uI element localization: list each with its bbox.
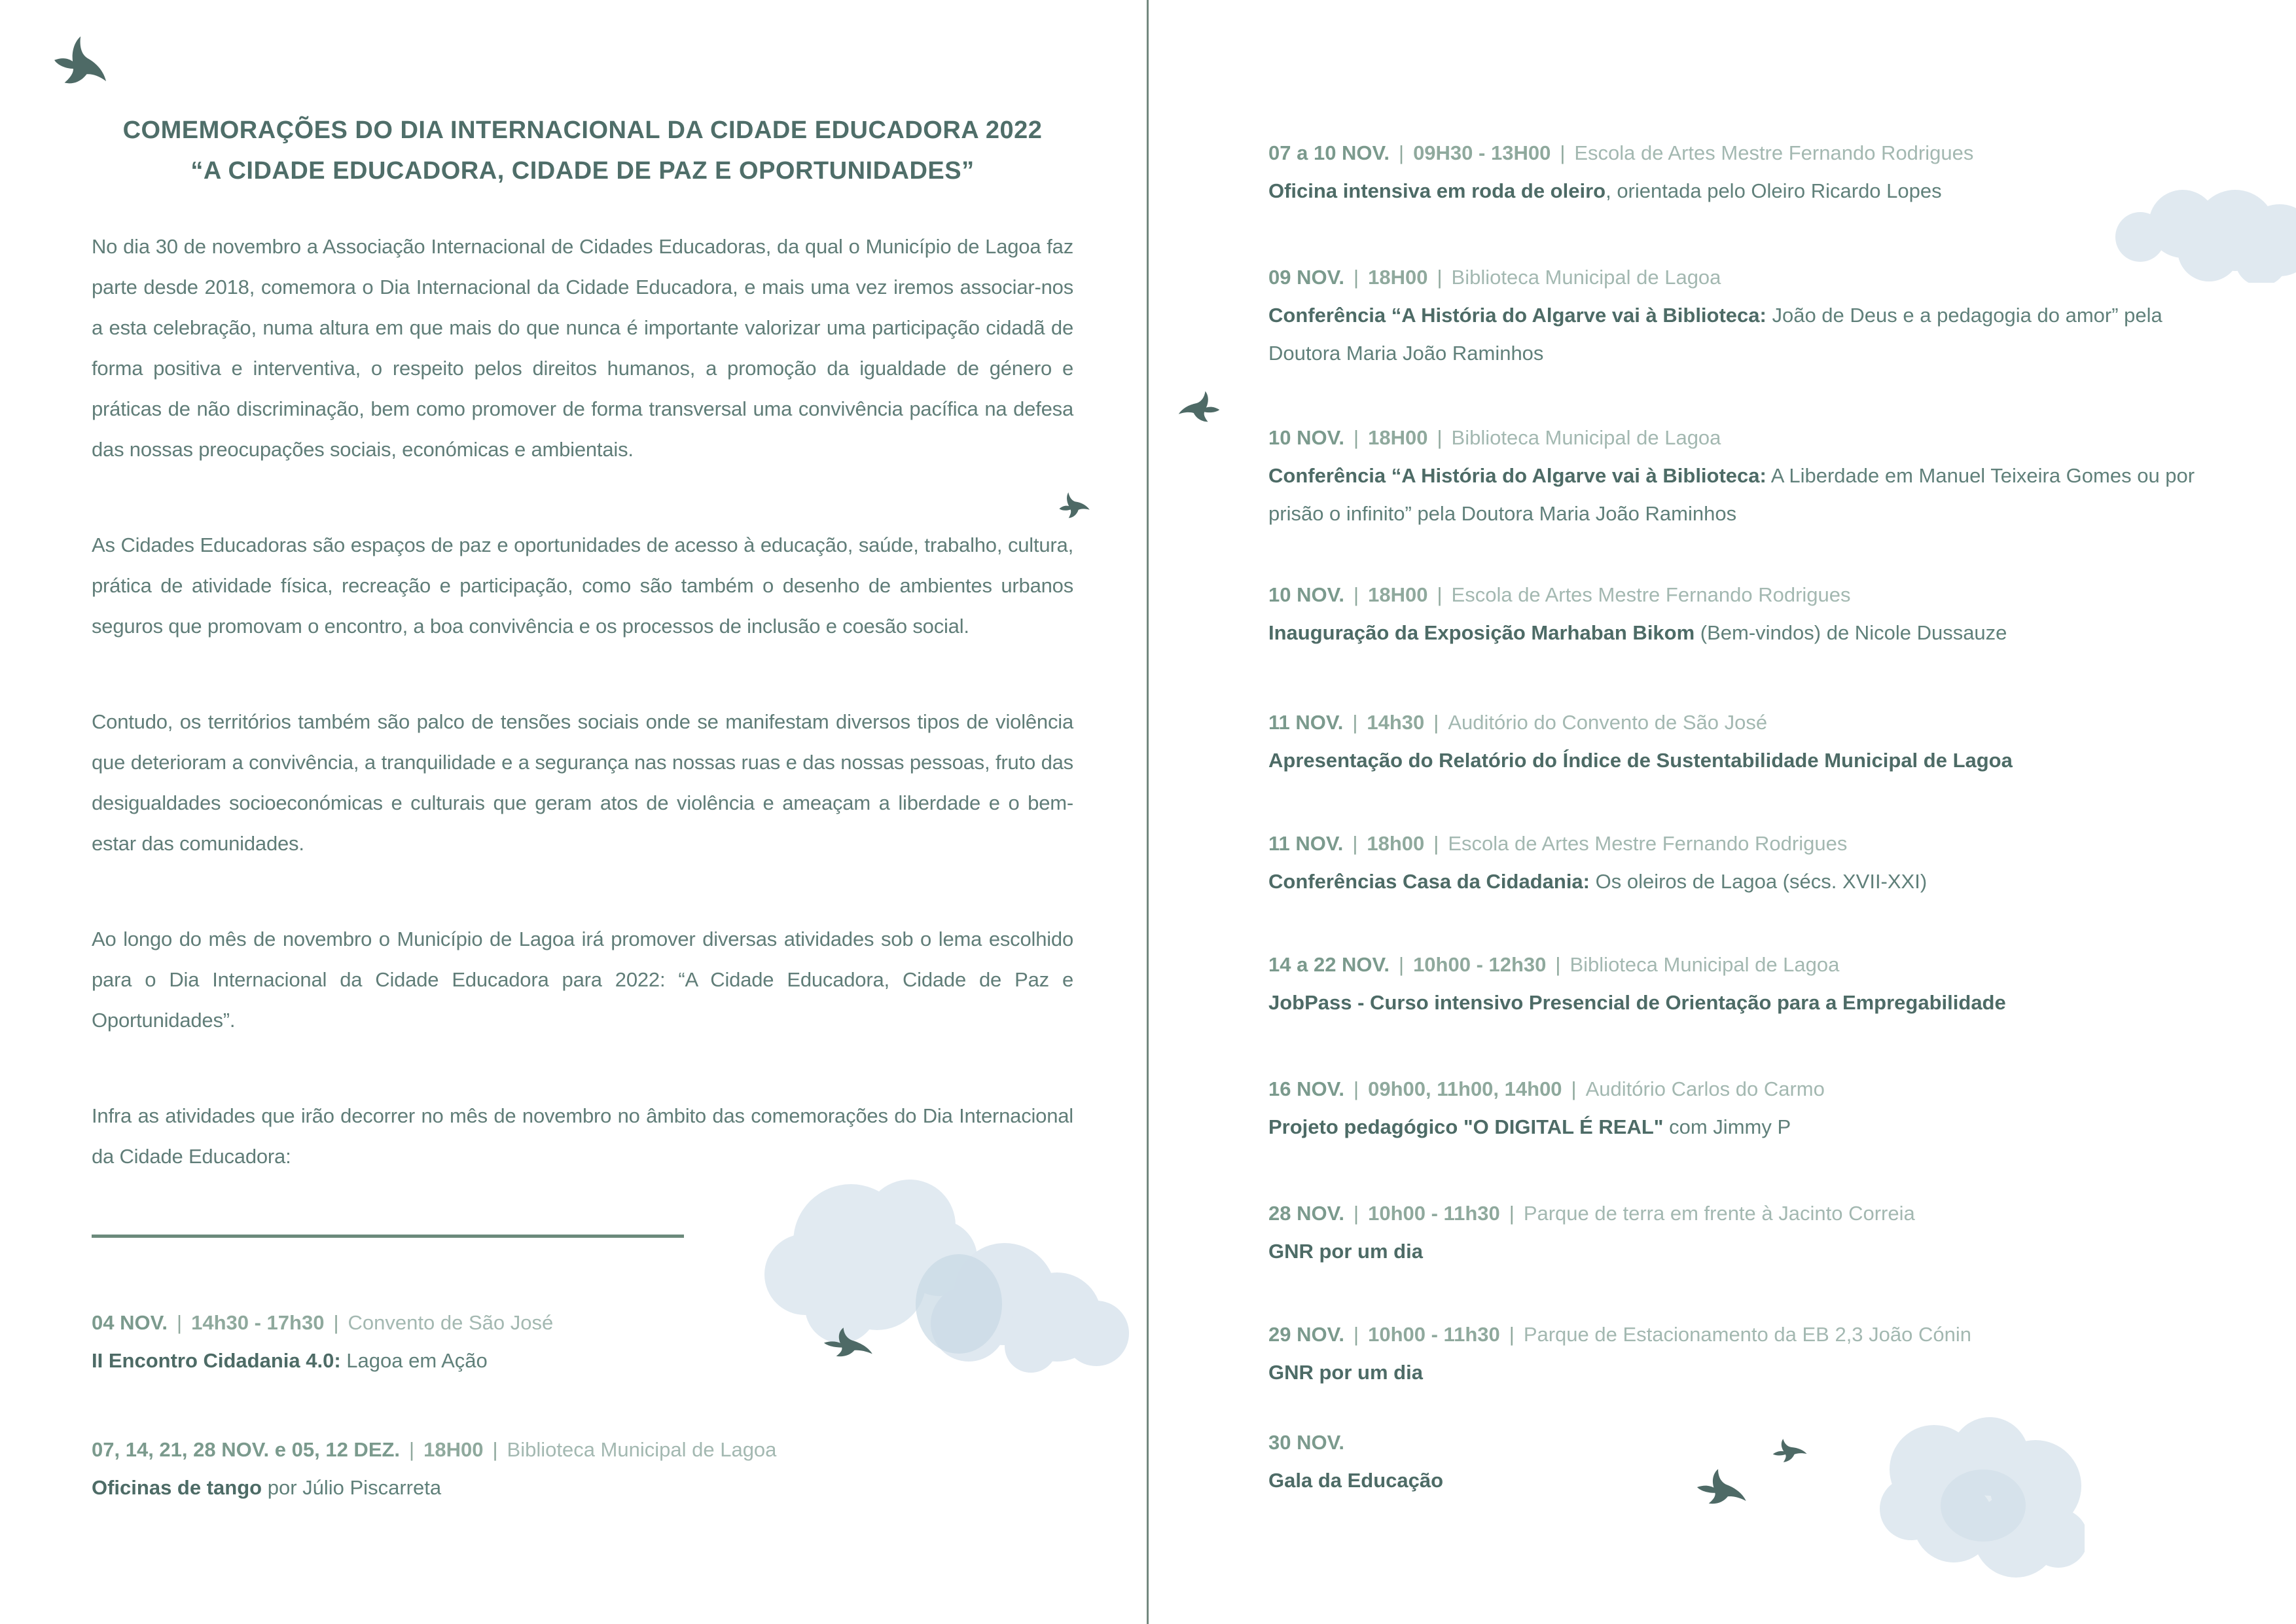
- event-location: Auditório do Convento de São José: [1448, 711, 1768, 734]
- event-time: 09H30 - 13H00: [1413, 141, 1551, 164]
- event-item: [1268, 134, 2231, 210]
- event-title: II Encontro Cidadania 4.0:: [92, 1349, 341, 1372]
- page-title-line1: COMEMORAÇÕES DO DIA INTERNACIONAL DA CIDADE EDUCADORA 2022: [122, 117, 1043, 144]
- event-subtitle: João de Deus e a pedagogia do amor” pela Doutora Maria João Raminhos: [1268, 304, 2162, 365]
- separator: |: [1433, 711, 1439, 734]
- event-date: 28 NOV.: [1268, 1202, 1345, 1225]
- event-item: [1268, 1316, 2231, 1392]
- event-item: [1268, 419, 2231, 533]
- event-date: 30 NOV.: [1268, 1431, 1345, 1454]
- event-subtitle: Os oleiros de Lagoa (sécs. XVII-XXI): [1590, 870, 1928, 893]
- event-location: Auditório Carlos do Carmo: [1585, 1077, 1825, 1100]
- intro-paragraph: No dia 30 de novembro a Associação Internacional de Cidades Educadoras, da qual o Município de Lagoa faz parte desde 2018, comemora o Dia Internacional da Cidade Educadora, e mais uma vez iremos associar-nos a esta celebração, numa altura em que mais do que nunca é importante valorizar uma participação cidadã de forma positiva e interventiva, o respeito pelos direitos humanos, a promoção da igualdade de género e práticas de não discriminação, bem como promover de forma transversal uma convivência pacífica na defesa das nossas preocupações sociais, económicas e ambientais.: [92, 235, 1073, 461]
- bird-icon: [1177, 390, 1221, 423]
- event-item: [1268, 1424, 2231, 1500]
- event-date: 10 NOV.: [1268, 583, 1345, 606]
- event-description: [1268, 863, 2231, 901]
- event-date: 07, 14, 21, 28 NOV. e 05, 12 DEZ.: [92, 1438, 401, 1461]
- event-time: 10h00 - 11h30: [1368, 1323, 1500, 1346]
- event-date: 04 NOV.: [92, 1311, 168, 1334]
- separator: |: [177, 1311, 183, 1334]
- event-time: 10h00 - 12h30: [1413, 953, 1547, 976]
- event-description: [1268, 742, 2231, 780]
- event-title: Conferência “A História do Algarve vai à Biblioteca:: [1268, 464, 1767, 487]
- event-date: 09 NOV.: [1268, 266, 1345, 289]
- event-subtitle: A Liberdade em Manuel Teixeira Gomes ou por prisão o infinito” pela Doutora Maria João Raminhos: [1268, 464, 2195, 525]
- event-header: [1268, 946, 2231, 984]
- separator: |: [409, 1438, 415, 1461]
- event-subtitle: , orientada pelo Oleiro Ricardo Lopes: [1605, 179, 1942, 202]
- event-title: GNR por um dia: [1268, 1361, 1423, 1384]
- separator: |: [1433, 832, 1439, 855]
- separator: |: [1560, 141, 1566, 164]
- event-subtitle: por Júlio Piscarreta: [262, 1476, 442, 1499]
- separator: |: [1509, 1202, 1515, 1225]
- event-location: Escola de Artes Mestre Fernando Rodrigues: [1451, 583, 1851, 606]
- event-header: [92, 1304, 1080, 1342]
- event-header: [1268, 1195, 2231, 1233]
- intro-paragraph: As Cidades Educadoras são espaços de paz e oportunidades de acesso à educação, saúde, trabalho, cultura, prática de atividade física, recreação e participação, como são também o desenho de ambientes urbanos seguros que promovam o encontro, a boa convivência e os processos de inclusão e coesão social.: [92, 533, 1073, 638]
- event-header: [92, 1431, 1080, 1469]
- event-title: Oficina intensiva em roda de oleiro: [1268, 179, 1606, 202]
- event-description: [1268, 1354, 2231, 1392]
- event-date: 07 a 10 NOV.: [1268, 141, 1390, 164]
- event-time: 10h00 - 11h30: [1368, 1202, 1500, 1225]
- event-date: 10 NOV.: [1268, 426, 1345, 449]
- page-title-line2: “A CIDADE EDUCADORA, CIDADE DE PAZ E OPORTUNIDADES”: [190, 157, 975, 185]
- event-time: 18h00: [1367, 832, 1425, 855]
- event-location: Biblioteca Municipal de Lagoa: [1570, 953, 1840, 976]
- event-date: 11 NOV.: [1268, 711, 1344, 734]
- event-description: [1268, 172, 2231, 210]
- event-subtitle: Lagoa em Ação: [340, 1349, 488, 1372]
- event-item: [1268, 1070, 2231, 1146]
- event-item: [1268, 1195, 2231, 1271]
- event-description: [1268, 1108, 2231, 1146]
- event-header: [1268, 419, 2231, 457]
- event-header: [1268, 704, 2231, 742]
- event-item: [1268, 704, 2231, 780]
- section-divider: [92, 1235, 684, 1238]
- event-title: Apresentação do Relatório do Índice de Sustentabilidade Municipal de Lagoa: [1268, 749, 2013, 772]
- event-description: [92, 1469, 1080, 1507]
- separator: |: [492, 1438, 498, 1461]
- event-location: Biblioteca Municipal de Lagoa: [1451, 426, 1721, 449]
- event-header: [1268, 1424, 2231, 1462]
- event-location: Biblioteca Municipal de Lagoa: [507, 1438, 777, 1461]
- event-header: [1268, 259, 2231, 297]
- event-header: [1268, 825, 2231, 863]
- event-header: [1268, 1316, 2231, 1354]
- event-item: [92, 1431, 1080, 1507]
- separator: |: [1509, 1323, 1515, 1346]
- event-item: [1268, 576, 2231, 652]
- event-date: 11 NOV.: [1268, 832, 1344, 855]
- event-header: [1268, 1070, 2231, 1108]
- event-title: Conferências Casa da Cidadania:: [1268, 870, 1590, 893]
- event-location: Parque de Estacionamento da EB 2,3 João Cónin: [1523, 1323, 1971, 1346]
- event-time: 18H00: [1368, 426, 1428, 449]
- separator: |: [1352, 711, 1358, 734]
- separator: |: [1399, 141, 1405, 164]
- event-title: Conferência “A História do Algarve vai à Biblioteca:: [1268, 304, 1767, 327]
- intro-text: [92, 226, 1073, 1232]
- separator: |: [1354, 1323, 1359, 1346]
- event-item: [1268, 825, 2231, 901]
- separator: |: [1437, 266, 1443, 289]
- event-title: Oficinas de tango: [92, 1476, 262, 1499]
- column-divider: [1147, 0, 1149, 1624]
- event-time: 18H00: [1368, 583, 1428, 606]
- separator: |: [1354, 266, 1359, 289]
- event-time: 09h00, 11h00, 14h00: [1368, 1077, 1562, 1100]
- event-location: Convento de São José: [348, 1311, 554, 1334]
- event-title: JobPass - Curso intensivo Presencial de Orientação para a Empregabilidade: [1268, 991, 2006, 1014]
- event-time: 18H00: [423, 1438, 484, 1461]
- event-subtitle: (Bem-vindos) de Nicole Dussauze: [1695, 621, 2007, 644]
- separator: |: [1354, 583, 1359, 606]
- event-description: [1268, 457, 2231, 533]
- event-date: 16 NOV.: [1268, 1077, 1345, 1100]
- intro-paragraph: Contudo, os territórios também são palco de tensões sociais onde se manifestam diversos tipos de violência que deterioram a convivência, a tranquilidade e a segurança nas nossas ruas e das nossas pessoas, fruto das desigualdades socioeconómicas e culturais que geram atos de violência e ameaçam a liberdade e o bem-estar das comunidades.: [92, 710, 1073, 855]
- event-header: [1268, 576, 2231, 614]
- separator: |: [1555, 953, 1561, 976]
- bird-icon: [46, 29, 118, 95]
- event-description: [1268, 984, 2231, 1022]
- separator: |: [1437, 583, 1443, 606]
- event-date: 29 NOV.: [1268, 1323, 1345, 1346]
- event-title: Projeto pedagógico "O DIGITAL É REAL": [1268, 1115, 1664, 1138]
- event-item: [1268, 259, 2231, 372]
- event-time: 18H00: [1368, 266, 1428, 289]
- event-time: 14h30: [1367, 711, 1425, 734]
- event-header: [1268, 134, 2231, 172]
- separator: |: [1354, 1077, 1359, 1100]
- event-description: [92, 1342, 1080, 1380]
- page-title: [92, 110, 1073, 191]
- event-title: Gala da Educação: [1268, 1469, 1444, 1492]
- event-subtitle: com Jimmy P: [1663, 1115, 1791, 1138]
- event-location: Escola de Artes Mestre Fernando Rodrigues: [1448, 832, 1848, 855]
- event-time: 14h30 - 17h30: [191, 1311, 325, 1334]
- event-location: Escola de Artes Mestre Fernando Rodrigues: [1574, 141, 1974, 164]
- separator: |: [1352, 832, 1358, 855]
- event-title: GNR por um dia: [1268, 1240, 1423, 1263]
- separator: |: [1354, 1202, 1359, 1225]
- separator: |: [1571, 1077, 1577, 1100]
- event-item: [92, 1304, 1080, 1380]
- event-date: 14 a 22 NOV.: [1268, 953, 1390, 976]
- separator: |: [333, 1311, 339, 1334]
- event-title: Inauguração da Exposição Marhaban Bikom: [1268, 621, 1695, 644]
- event-description: [1268, 614, 2231, 652]
- event-description: [1268, 1462, 2231, 1500]
- intro-paragraph: Ao longo do mês de novembro o Município de Lagoa irá promover diversas atividades sob o lema escolhido para o Dia Internacional da Cidade Educadora para 2022: “A Cidade Educadora, Cidade de Paz e Oportunidades”.: [92, 928, 1073, 1032]
- event-description: [1268, 1233, 2231, 1271]
- intro-paragraph: Infra as atividades que irão decorrer no mês de novembro no âmbito das comemorações do Dia Internacional da Cidade Educadora:: [92, 1104, 1073, 1168]
- event-location: Parque de terra em frente à Jacinto Correia: [1523, 1202, 1915, 1225]
- separator: |: [1437, 426, 1443, 449]
- event-location: Biblioteca Municipal de Lagoa: [1451, 266, 1721, 289]
- separator: |: [1354, 426, 1359, 449]
- separator: |: [1399, 953, 1405, 976]
- event-description: [1268, 297, 2231, 372]
- event-item: [1268, 946, 2231, 1022]
